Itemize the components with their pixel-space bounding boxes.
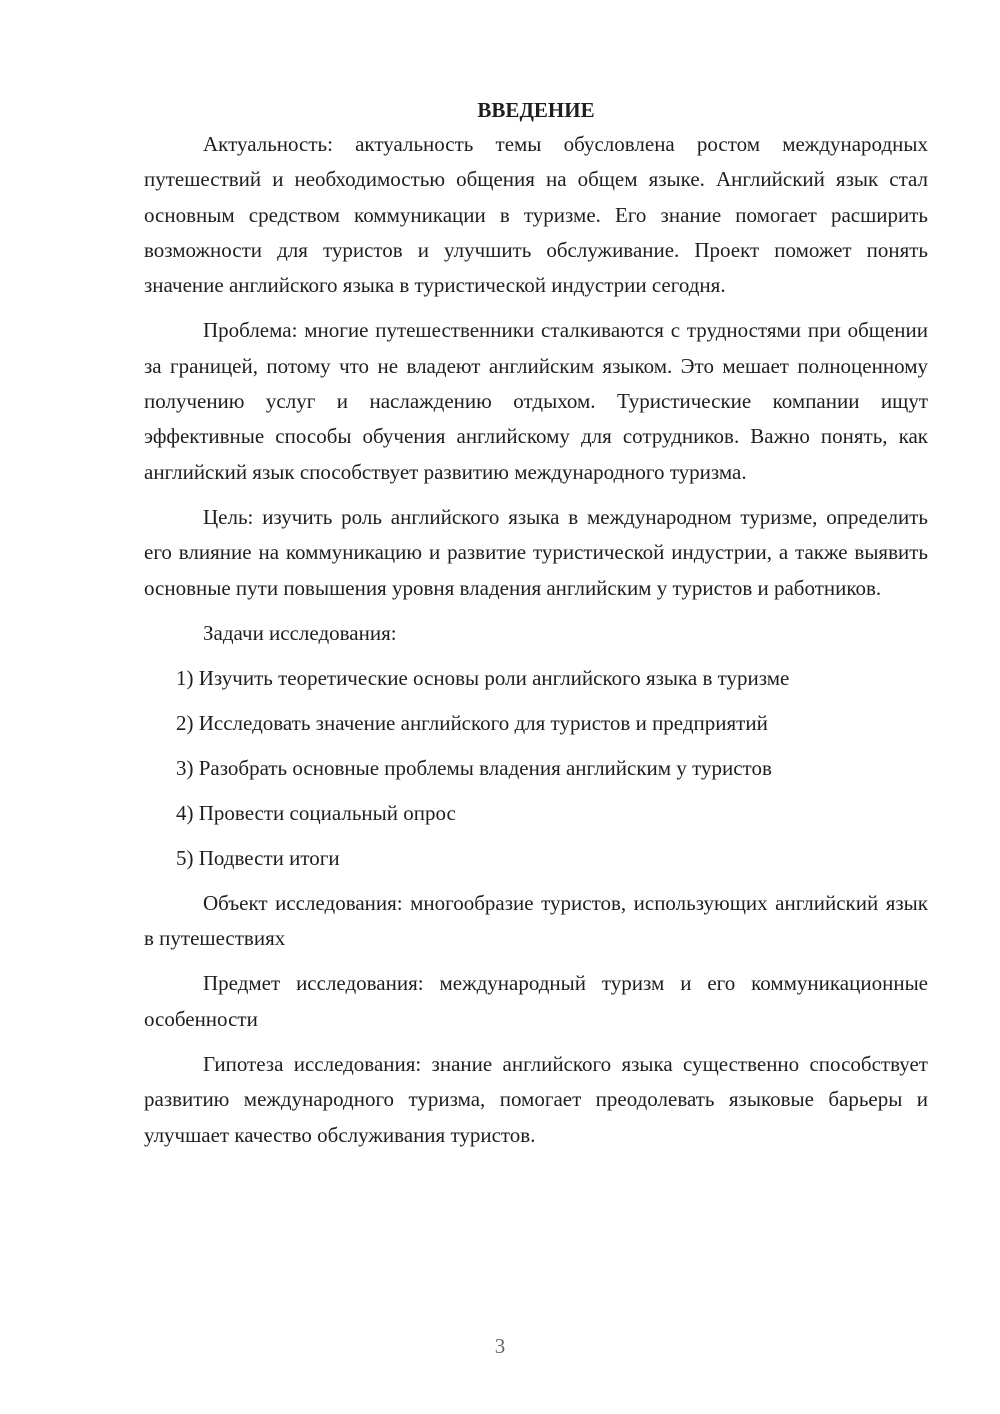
task-item: 1) Изучить теоретические основы роли английского языка в туризме — [176, 665, 790, 690]
page-number: 3 — [494, 1334, 506, 1358]
task-item: 3) Разобрать основные проблемы владения английским у туристов — [176, 755, 772, 780]
task-item: 4) Провести социальный опрос — [176, 800, 456, 825]
document-page — [144, 94, 928, 1153]
research-object-paragraph: Объект исследования: многообразие туристов, использующих английский язык в путешествиях — [144, 890, 928, 951]
hypothesis-paragraph: Гипотеза исследования: знание английского языка существенно способствует развитию международного туризма, помогает преодолевать языковые барьеры и улучшает качество обслуживания туристов. — [144, 1052, 928, 1147]
problem-paragraph: Проблема: многие путешественники сталкиваются с трудностями при общении за границей, потому что не владеют английским языком. Это мешает полноценному получению услуг и наслаждению отдыхом. Туристические компании ищут эффективные способы обучения английскому для сотрудников. Важно понять, как английский язык способствует развитию международного туризма. — [144, 318, 928, 484]
research-subject-paragraph: Предмет исследования: международный туризм и его коммуникационные особенности — [144, 971, 928, 1031]
relevance-paragraph: Актуальность: актуальность темы обусловлена ростом международных путешествий и необходимостью общения на общем языке. Английский язык стал основным средством коммуникации в туризме. Его знание помогает расширить возможности для туристов и улучшить обслуживание. Проект поможет понять значение английского языка в туристической индустрии сегодня. — [144, 132, 928, 298]
task-item: 5) Подвести итоги — [176, 845, 340, 870]
tasks-heading: Задачи исследования: — [203, 620, 397, 645]
section-title: ВВЕДЕНИЕ — [477, 98, 595, 122]
task-item: 2) Исследовать значение английского для туристов и предприятий — [176, 710, 768, 735]
goal-paragraph: Цель: изучить роль английского языка в международном туризме, определить его влияние на коммуникацию и развитие туристической индустрии, а также выявить основные пути повышения уровня владения английским у туристов и работников. — [144, 504, 928, 600]
task-list — [144, 661, 928, 876]
